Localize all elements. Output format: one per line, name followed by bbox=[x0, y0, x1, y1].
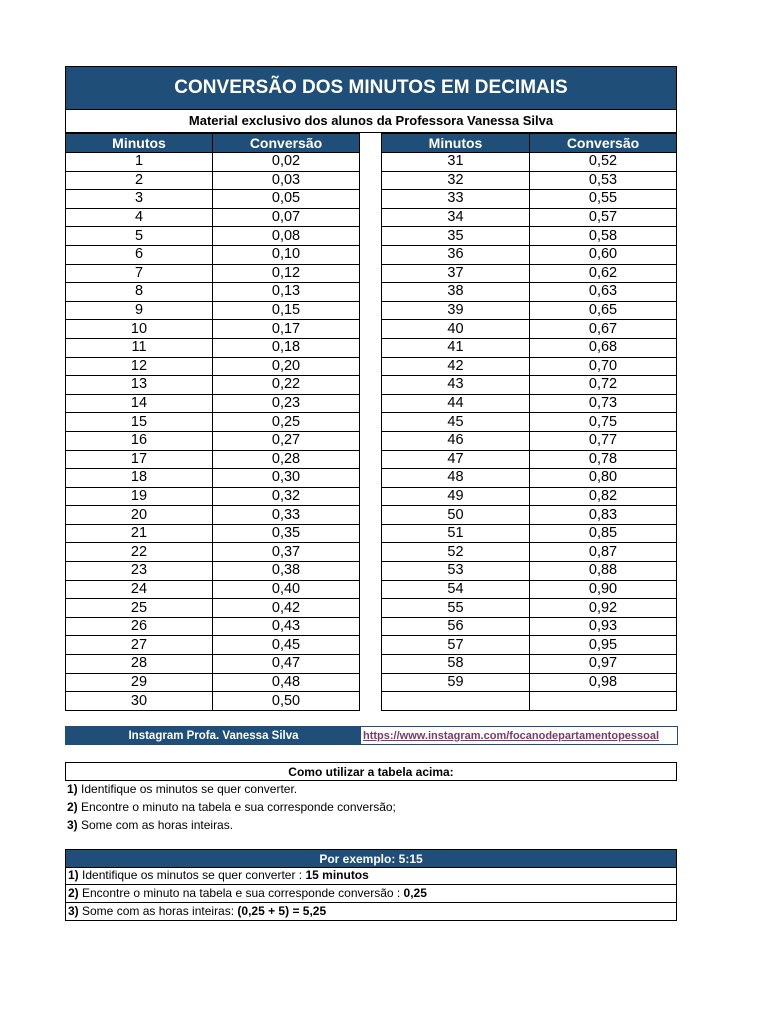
conversion-cell: 0,95 bbox=[530, 636, 677, 655]
conversion-cell: 0,88 bbox=[530, 562, 677, 581]
conversion-cell: 0,77 bbox=[530, 431, 677, 450]
conversion-cell: 0,18 bbox=[213, 338, 360, 357]
minutes-cell: 28 bbox=[66, 655, 213, 674]
table-row bbox=[66, 413, 360, 432]
table-row bbox=[66, 301, 360, 320]
minutes-cell: 5 bbox=[66, 227, 213, 246]
table-row bbox=[66, 376, 360, 395]
conversion-cell: 0,67 bbox=[530, 320, 677, 339]
table-row bbox=[66, 431, 360, 450]
minutes-cell: 45 bbox=[382, 413, 530, 432]
table-row bbox=[66, 617, 360, 636]
table-row bbox=[382, 487, 677, 506]
table-row bbox=[382, 357, 677, 376]
step-text: Encontre o minuto na tabela e sua corresponde conversão; bbox=[77, 800, 396, 814]
minutes-cell: 13 bbox=[66, 376, 213, 395]
minutes-cell: 11 bbox=[66, 338, 213, 357]
step-number: 1) bbox=[68, 868, 79, 882]
table-row bbox=[382, 413, 677, 432]
example-steps bbox=[65, 867, 677, 921]
minutes-cell: 17 bbox=[66, 450, 213, 469]
minutes-cell: 9 bbox=[66, 301, 213, 320]
instagram-label: Instagram Profa. Vanessa Silva bbox=[66, 727, 361, 744]
table-row bbox=[66, 636, 360, 655]
howto-step bbox=[67, 798, 675, 816]
minutes-cell: 44 bbox=[382, 394, 530, 413]
conversion-cell: 0,53 bbox=[530, 171, 677, 190]
conversion-cell: 0,42 bbox=[213, 599, 360, 618]
step-number: 3) bbox=[68, 904, 79, 918]
table-row bbox=[66, 469, 360, 488]
page-subtitle: Material exclusivo dos alunos da Professora Vanessa Silva bbox=[65, 109, 677, 133]
conversion-cell: 0,10 bbox=[213, 245, 360, 264]
minutes-cell: 19 bbox=[66, 487, 213, 506]
conversion-cell: 0,87 bbox=[530, 543, 677, 562]
conversion-cell: 0,92 bbox=[530, 599, 677, 618]
minutes-cell: 32 bbox=[382, 171, 530, 190]
step-text: Identifique os minutos se quer converter. bbox=[77, 782, 298, 796]
minutes-cell: 35 bbox=[382, 227, 530, 246]
minutes-cell: 24 bbox=[66, 580, 213, 599]
conversion-cell: 0,37 bbox=[213, 543, 360, 562]
conversion-cell: 0,43 bbox=[213, 617, 360, 636]
conversion-cell: 0,45 bbox=[213, 636, 360, 655]
minutes-cell: 55 bbox=[382, 599, 530, 618]
table-row bbox=[66, 208, 360, 227]
table-row bbox=[382, 524, 677, 543]
table-row bbox=[66, 283, 360, 302]
conversion-cell: 0,38 bbox=[213, 562, 360, 581]
table-row bbox=[382, 692, 677, 711]
minutes-cell: 6 bbox=[66, 245, 213, 264]
minutes-cell: 33 bbox=[382, 190, 530, 209]
conversion-cell: 0,72 bbox=[530, 376, 677, 395]
table-row bbox=[66, 320, 360, 339]
minutes-cell: 58 bbox=[382, 655, 530, 674]
table-row bbox=[66, 264, 360, 283]
conversion-cell: 0,17 bbox=[213, 320, 360, 339]
step-result: (0,25 + 5) = 5,25 bbox=[237, 904, 327, 918]
example-step bbox=[66, 902, 676, 920]
conversion-cell: 0,68 bbox=[530, 338, 677, 357]
conversion-cell: 0,40 bbox=[213, 580, 360, 599]
minutes-cell: 36 bbox=[382, 245, 530, 264]
table-row bbox=[382, 190, 677, 209]
conversion-cell: 0,23 bbox=[213, 394, 360, 413]
minutes-cell: 3 bbox=[66, 190, 213, 209]
conversion-cell: 0,85 bbox=[530, 524, 677, 543]
table-row bbox=[382, 264, 677, 283]
conversion-cell: 0,82 bbox=[530, 487, 677, 506]
example-step bbox=[66, 867, 676, 884]
conversion-cell: 0,47 bbox=[213, 655, 360, 674]
howto-title: Como utilizar a tabela acima: bbox=[65, 762, 677, 781]
minutes-cell: 26 bbox=[66, 617, 213, 636]
conversion-cell: 0,12 bbox=[213, 264, 360, 283]
table-row bbox=[382, 655, 677, 674]
minutes-cell: 10 bbox=[66, 320, 213, 339]
howto-step bbox=[67, 780, 675, 798]
conversion-cell: 0,07 bbox=[213, 208, 360, 227]
table-row bbox=[382, 171, 677, 190]
table-row bbox=[66, 543, 360, 562]
minutes-cell: 7 bbox=[66, 264, 213, 283]
table-row bbox=[382, 338, 677, 357]
table-row bbox=[382, 320, 677, 339]
table-row bbox=[66, 487, 360, 506]
instagram-link[interactable]: https://www.instagram.com/focanodepartamentopessoal bbox=[361, 727, 677, 744]
conversion-cell: 0,48 bbox=[213, 673, 360, 692]
conversion-cell: 0,55 bbox=[530, 190, 677, 209]
conversion-cell: 0,20 bbox=[213, 357, 360, 376]
minutes-cell: 20 bbox=[66, 506, 213, 525]
minutes-cell: 15 bbox=[66, 413, 213, 432]
conversion-cell: 0,58 bbox=[530, 227, 677, 246]
table-row bbox=[382, 431, 677, 450]
table-row bbox=[382, 543, 677, 562]
table-row bbox=[382, 376, 677, 395]
minutes-cell: 12 bbox=[66, 357, 213, 376]
conversion-cell: 0,97 bbox=[530, 655, 677, 674]
conversion-table-left bbox=[65, 133, 360, 711]
conversion-cell: 0,05 bbox=[213, 190, 360, 209]
table-row bbox=[382, 301, 677, 320]
minutes-cell bbox=[382, 692, 530, 711]
minutes-cell: 38 bbox=[382, 283, 530, 302]
table-row bbox=[382, 562, 677, 581]
minutes-cell: 41 bbox=[382, 338, 530, 357]
step-text: Some com as horas inteiras: bbox=[78, 904, 238, 918]
conversion-cell: 0,60 bbox=[530, 245, 677, 264]
column-header-minutes: Minutos bbox=[66, 134, 213, 153]
instagram-bar bbox=[65, 726, 678, 745]
step-number: 3) bbox=[67, 818, 78, 832]
conversion-cell: 0,52 bbox=[530, 153, 677, 172]
column-header-conversion: Conversão bbox=[213, 134, 360, 153]
example-step bbox=[66, 884, 676, 902]
conversion-cell: 0,25 bbox=[213, 413, 360, 432]
table-row bbox=[382, 636, 677, 655]
step-number: 2) bbox=[67, 800, 78, 814]
table-row bbox=[382, 245, 677, 264]
minutes-cell: 49 bbox=[382, 487, 530, 506]
howto-step bbox=[67, 816, 675, 834]
conversion-cell: 0,30 bbox=[213, 469, 360, 488]
minutes-cell: 25 bbox=[66, 599, 213, 618]
table-row bbox=[382, 506, 677, 525]
minutes-cell: 18 bbox=[66, 469, 213, 488]
conversion-cell: 0,65 bbox=[530, 301, 677, 320]
conversion-cell bbox=[530, 692, 677, 711]
conversion-cell: 0,78 bbox=[530, 450, 677, 469]
conversion-cell: 0,35 bbox=[213, 524, 360, 543]
minutes-cell: 54 bbox=[382, 580, 530, 599]
conversion-cell: 0,90 bbox=[530, 580, 677, 599]
table-row bbox=[66, 190, 360, 209]
minutes-cell: 4 bbox=[66, 208, 213, 227]
minutes-cell: 51 bbox=[382, 524, 530, 543]
conversion-cell: 0,63 bbox=[530, 283, 677, 302]
conversion-cell: 0,93 bbox=[530, 617, 677, 636]
table-row bbox=[66, 655, 360, 674]
column-header-conversion: Conversão bbox=[530, 134, 677, 153]
minutes-cell: 40 bbox=[382, 320, 530, 339]
step-text: Some com as horas inteiras. bbox=[77, 818, 234, 832]
minutes-cell: 37 bbox=[382, 264, 530, 283]
conversion-cell: 0,80 bbox=[530, 469, 677, 488]
howto-steps bbox=[67, 780, 675, 834]
table-row bbox=[66, 450, 360, 469]
minutes-cell: 48 bbox=[382, 469, 530, 488]
table-row bbox=[382, 617, 677, 636]
minutes-cell: 53 bbox=[382, 562, 530, 581]
minutes-cell: 23 bbox=[66, 562, 213, 581]
table-row bbox=[66, 580, 360, 599]
example-title: Por exemplo: 5:15 bbox=[65, 849, 677, 868]
table-row bbox=[66, 692, 360, 711]
table-row bbox=[66, 153, 360, 172]
table-row bbox=[382, 283, 677, 302]
conversion-cell: 0,57 bbox=[530, 208, 677, 227]
conversion-cell: 0,03 bbox=[213, 171, 360, 190]
conversion-cell: 0,98 bbox=[530, 673, 677, 692]
table-row bbox=[66, 562, 360, 581]
conversion-cell: 0,70 bbox=[530, 357, 677, 376]
table-row bbox=[382, 599, 677, 618]
minutes-cell: 42 bbox=[382, 357, 530, 376]
conversion-cell: 0,13 bbox=[213, 283, 360, 302]
table-row bbox=[382, 394, 677, 413]
table-row bbox=[66, 599, 360, 618]
minutes-cell: 2 bbox=[66, 171, 213, 190]
column-header-minutes: Minutos bbox=[382, 134, 530, 153]
conversion-cell: 0,62 bbox=[530, 264, 677, 283]
minutes-cell: 52 bbox=[382, 543, 530, 562]
conversion-cell: 0,75 bbox=[530, 413, 677, 432]
conversion-cell: 0,27 bbox=[213, 431, 360, 450]
minutes-cell: 21 bbox=[66, 524, 213, 543]
minutes-cell: 46 bbox=[382, 431, 530, 450]
minutes-cell: 59 bbox=[382, 673, 530, 692]
table-row bbox=[66, 171, 360, 190]
conversion-cell: 0,32 bbox=[213, 487, 360, 506]
step-text: Encontre o minuto na tabela e sua corresponde conversão : bbox=[78, 886, 404, 900]
minutes-cell: 57 bbox=[382, 636, 530, 655]
minutes-cell: 8 bbox=[66, 283, 213, 302]
minutes-cell: 14 bbox=[66, 394, 213, 413]
minutes-cell: 43 bbox=[382, 376, 530, 395]
minutes-cell: 22 bbox=[66, 543, 213, 562]
table-row bbox=[66, 357, 360, 376]
page-title: CONVERSÃO DOS MINUTOS EM DECIMAIS bbox=[65, 66, 677, 110]
table-row bbox=[382, 153, 677, 172]
table-row bbox=[66, 673, 360, 692]
step-text: Identifique os minutos se quer converter : bbox=[78, 868, 306, 882]
table-row bbox=[66, 506, 360, 525]
conversion-cell: 0,02 bbox=[213, 153, 360, 172]
minutes-cell: 1 bbox=[66, 153, 213, 172]
conversion-cell: 0,08 bbox=[213, 227, 360, 246]
minutes-cell: 50 bbox=[382, 506, 530, 525]
conversion-cell: 0,73 bbox=[530, 394, 677, 413]
step-number: 1) bbox=[67, 782, 78, 796]
minutes-cell: 27 bbox=[66, 636, 213, 655]
conversion-cell: 0,22 bbox=[213, 376, 360, 395]
minutes-cell: 34 bbox=[382, 208, 530, 227]
step-number: 2) bbox=[68, 886, 79, 900]
conversion-cell: 0,15 bbox=[213, 301, 360, 320]
minutes-cell: 39 bbox=[382, 301, 530, 320]
table-row bbox=[66, 338, 360, 357]
table-row bbox=[382, 450, 677, 469]
minutes-cell: 16 bbox=[66, 431, 213, 450]
minutes-cell: 56 bbox=[382, 617, 530, 636]
conversion-cell: 0,50 bbox=[213, 692, 360, 711]
step-result: 15 minutos bbox=[305, 868, 369, 882]
table-row bbox=[66, 245, 360, 264]
minutes-cell: 31 bbox=[382, 153, 530, 172]
conversion-table-right bbox=[381, 133, 677, 711]
table-row bbox=[66, 394, 360, 413]
minutes-cell: 47 bbox=[382, 450, 530, 469]
conversion-cell: 0,28 bbox=[213, 450, 360, 469]
table-row bbox=[66, 524, 360, 543]
table-row bbox=[66, 227, 360, 246]
conversion-cell: 0,83 bbox=[530, 506, 677, 525]
conversion-cell: 0,33 bbox=[213, 506, 360, 525]
table-row bbox=[382, 208, 677, 227]
minutes-cell: 30 bbox=[66, 692, 213, 711]
table-row bbox=[382, 580, 677, 599]
table-row bbox=[382, 469, 677, 488]
step-result: 0,25 bbox=[403, 886, 427, 900]
table-row bbox=[382, 673, 677, 692]
table-row bbox=[382, 227, 677, 246]
minutes-cell: 29 bbox=[66, 673, 213, 692]
